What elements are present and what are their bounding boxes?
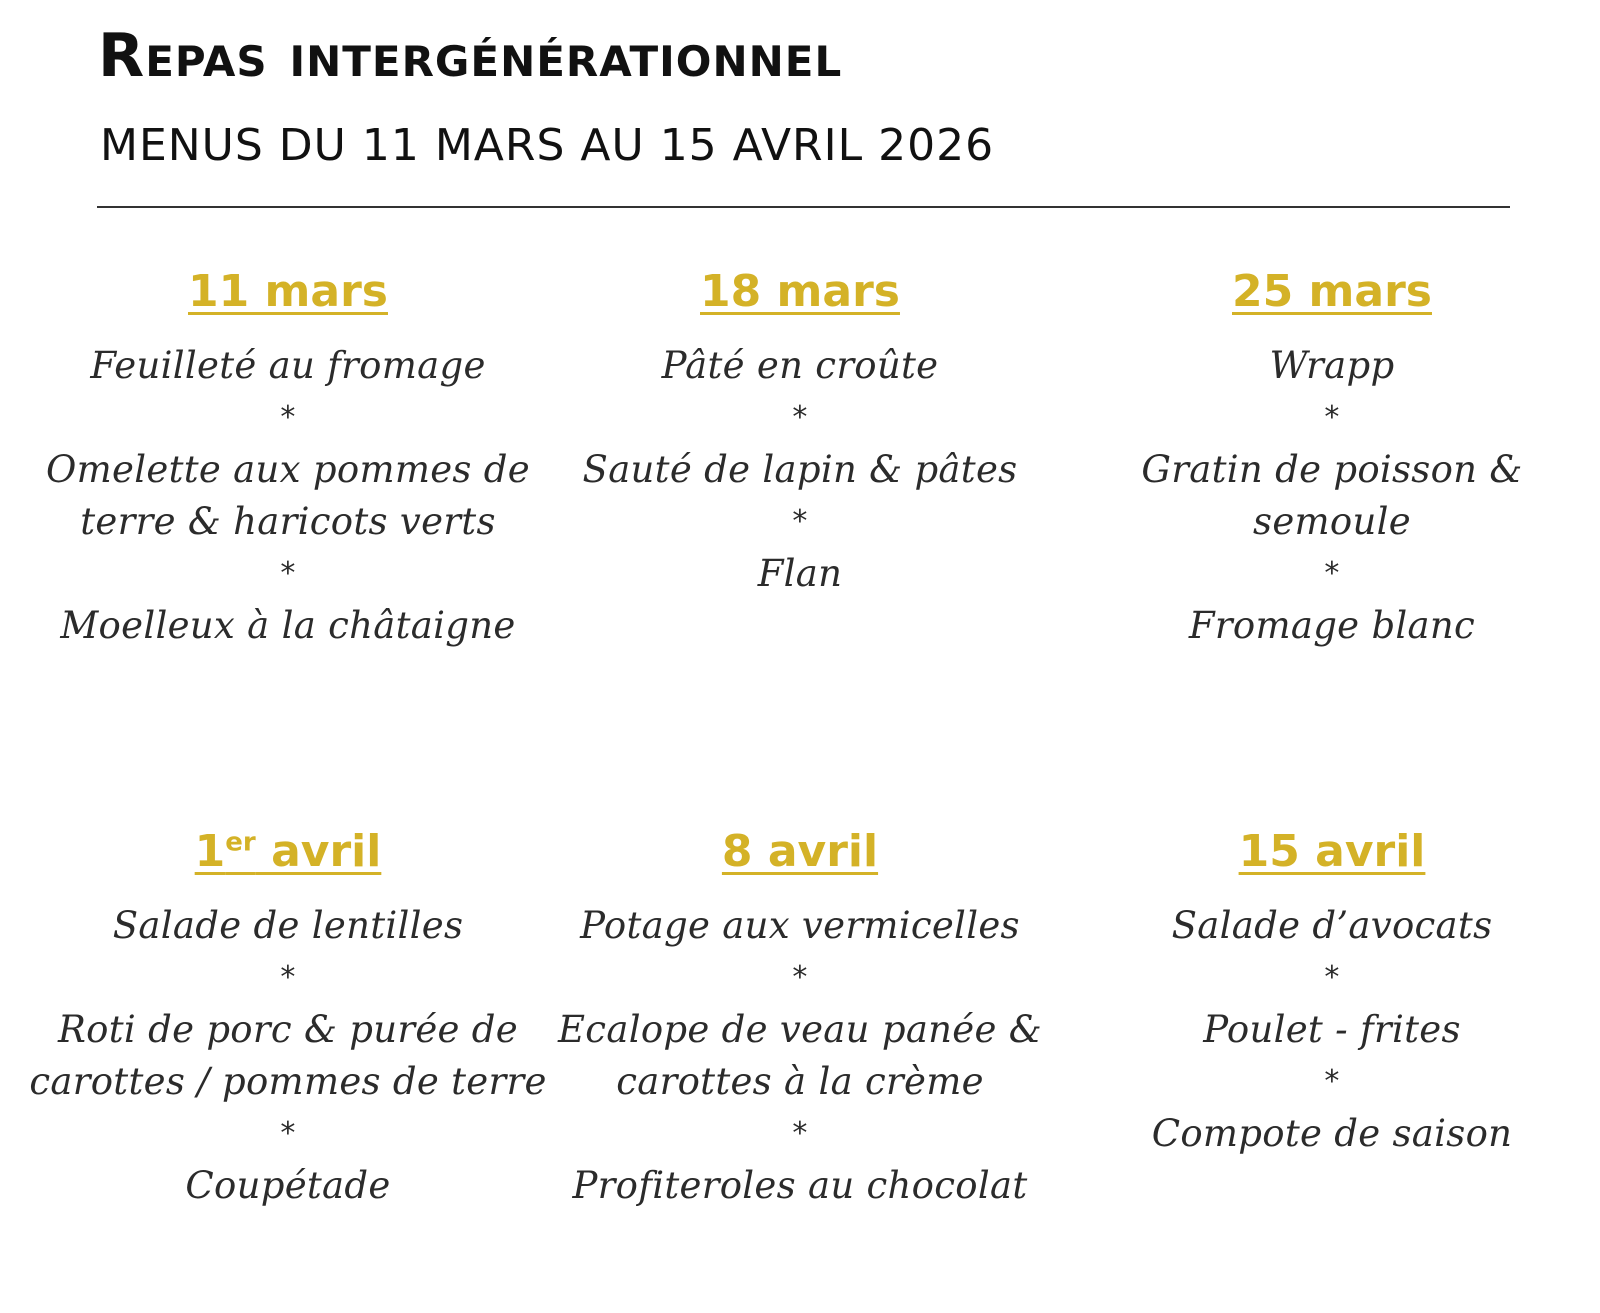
course-separator: * [1324, 1064, 1340, 1099]
dish-item: Compote de saison [1151, 1112, 1513, 1155]
dish-item: Coupétade [185, 1164, 391, 1207]
dish-item: Salade de lentilles [112, 904, 464, 947]
menu-date [195, 822, 382, 882]
course-separator: * [280, 960, 296, 995]
menu-card [1072, 262, 1592, 652]
course-separator: * [280, 556, 296, 591]
dish-item: Sauté de lapin & pâtes [582, 448, 1018, 491]
dish-item: Flan [757, 552, 843, 595]
menu-date [722, 822, 878, 882]
page-subtitle: MENUS DU 11 MARS AU 15 AVRIL 2026 [100, 120, 995, 171]
menu-date-text: 25 mars [1232, 266, 1432, 317]
dish-item: Feuilleté au fromage [90, 344, 486, 387]
menu-card [540, 262, 1060, 600]
page-title: Repas intergénérationnel [98, 21, 843, 91]
course-separator: * [280, 1116, 296, 1151]
menu-date-text: 15 avril [1238, 826, 1426, 877]
menu-items [1072, 900, 1592, 1160]
dish-item: Gratin de poisson & semoule [1141, 448, 1523, 543]
course-separator: * [1324, 556, 1340, 591]
dish-item: Salade d’avocats [1171, 904, 1493, 947]
menu-date-text: 8 avril [721, 826, 879, 877]
menu-card [28, 262, 548, 652]
course-separator: * [280, 400, 296, 435]
course-separator: * [792, 1116, 808, 1151]
dish-item: Wrapp [1269, 344, 1395, 387]
dish-item: Potage aux vermicelles [580, 904, 1020, 947]
dish-item: Omelette aux pommes de terre & haricots verts [46, 448, 530, 543]
menu-date [1239, 822, 1426, 882]
course-separator: * [792, 400, 808, 435]
menu-items [540, 900, 1060, 1212]
dish-item: Ecalope de veau panée & carottes à la crème [558, 1008, 1042, 1103]
dish-item: Profiteroles au chocolat [572, 1164, 1028, 1207]
course-separator: * [792, 960, 808, 995]
dish-item: Roti de porc & purée de carottes / pommes de terre [29, 1008, 547, 1103]
menu-date-text: 1 [194, 826, 226, 877]
menu-date-ordinal: er [225, 827, 256, 858]
course-separator: * [1324, 960, 1340, 995]
course-separator: * [792, 504, 808, 539]
menu-date-text: 11 mars [188, 266, 388, 317]
menu-card [28, 822, 548, 1212]
menu-items [28, 900, 548, 1212]
menu-card [540, 822, 1060, 1212]
menu-card [1072, 822, 1592, 1160]
course-separator: * [1324, 400, 1340, 435]
menu-items [28, 340, 548, 652]
menu-date [188, 262, 388, 322]
dish-item: Pâté en croûte [661, 344, 939, 387]
menu-date [700, 262, 900, 322]
menu-date [1232, 262, 1432, 322]
menu-date-text: 18 mars [700, 266, 900, 317]
menu-date-month: avril [255, 826, 382, 877]
dish-item: Fromage blanc [1188, 604, 1476, 647]
dish-item: Moelleux à la châtaigne [60, 604, 516, 647]
menu-items [540, 340, 1060, 600]
menu-items [1072, 340, 1592, 652]
dish-item: Poulet - frites [1203, 1008, 1461, 1051]
